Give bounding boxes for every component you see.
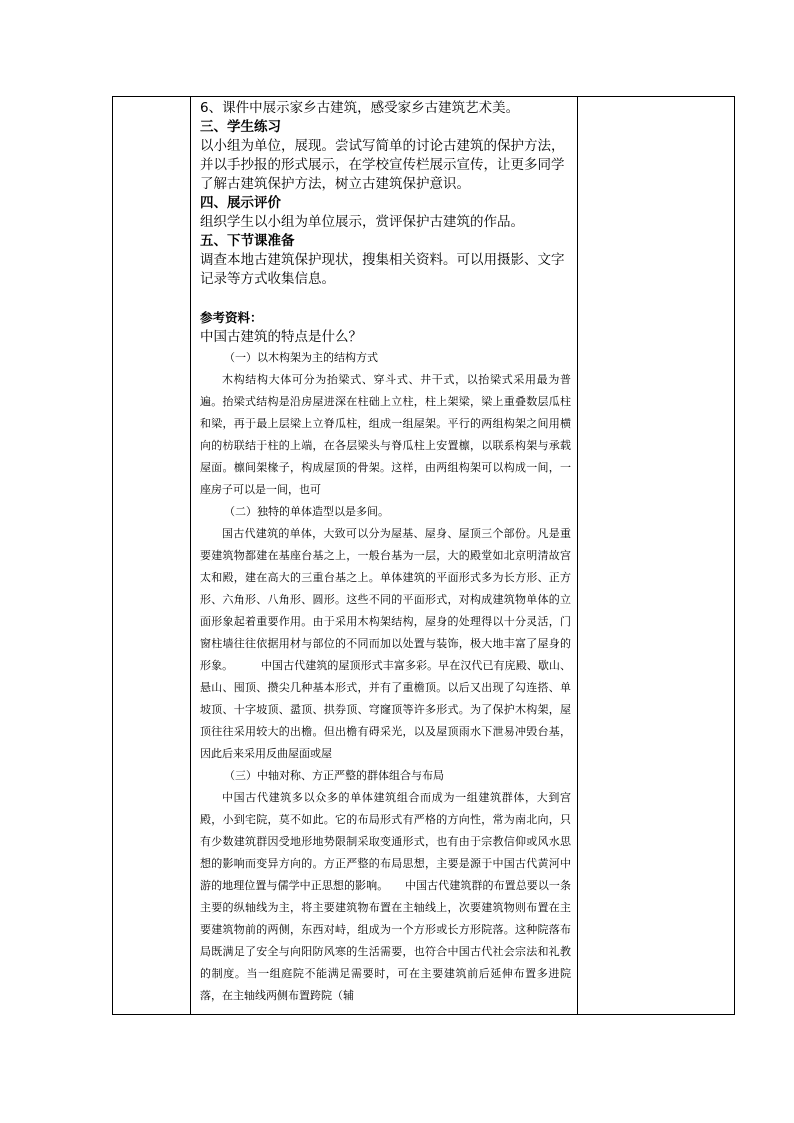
- section5-text: 调查本地古建筑保护现状，搜集相关资料。可以用摄影、文字记录等方式收集信息。: [200, 252, 565, 287]
- part3-title: （三）中轴对称、方正严整的群体组合与布局: [224, 769, 444, 782]
- content-column-cell: [191, 97, 578, 1015]
- part2-text: 国古代建筑的单体，大致可以分为屋基、屋身、屋顶三个部份。凡是重要建筑物都建在基座台基之上，一般台基为一层，大的殿堂如北京明清故宫太和殿，建在高大的三重台基之上。单体建筑的平面形式多为长方形、正方形、六角形、八角形、圆形。这些不同的平面形式，对构成建筑物单体的立面形象起着重要作用。由于采用木构架结构，屋身的处理得以十分灵活，门窗柱墙往往依据用材与部位的不同而加以处置与装饰，极大地丰富了屋身的形象。 中国古代建筑的屋顶形式丰富多彩。早在汉代已有庑殿、歇山、悬山、囤顶、攒尖几种基本形式，并有了重檐顶。以后又出现了勾连搭、单坡顶、十字坡顶、盝顶、拱券顶、穹窿顶等许多形式。为了保护木构架，屋顶往往采用较大的出檐。但出檐有碍采光，以及屋顶雨水下泄易冲毁台基，因此后来采用反曲屋面或屋: [200, 527, 571, 760]
- section5-heading: 五、下节课准备: [200, 233, 295, 249]
- section3-text: 以小组为单位，展现。尝试写简单的讨论古建筑的保护方法，并以手抄报的形式展示，在学校宣传栏展示宣传，让更多同学了解古建筑保护方法，树立古建筑保护意识。: [200, 138, 565, 192]
- reference-title: 参考资料：: [200, 310, 263, 325]
- section4-text: 组织学生以小组为单位展示，赏评保护古建筑的作品。: [200, 214, 524, 230]
- intro-line: 6、课件中展示家乡古建筑，感受家乡古建筑艺术美。: [200, 100, 520, 116]
- left-column-cell: [113, 97, 191, 1015]
- part1-title: （一）以木构架为主的结构方式: [224, 351, 378, 364]
- table-row: [113, 97, 735, 1015]
- lesson-plan-table: [112, 96, 735, 1015]
- part2-title: （二）独特的单体造型以是多间。: [224, 505, 389, 518]
- section3-heading: 三、学生练习: [200, 119, 281, 135]
- part3-text: 中国古代建筑多以众多的单体建筑组合而成为一组建筑群体，大到宫殿，小到宅院，莫不如此。它的布局形式有严格的方向性，常为南北向，只有少数建筑群因受地形地势限制采取变通形式，也有由于宗教信仰或风水思想的影响而变异方向的。方正严整的布局思想，主要是源于中国古代黄河中游的地理位置与儒学中正思想的影响。 中国古代建筑群的布置总要以一条主要的纵轴线为主，将主要建筑物布置在主轴线上，次要建筑物则布置在主要建筑物前的两侧，东西对峙，组成为一个方形或长方形院落。这种院落布局既满足了安全与向阳防风寒的生活需要，也符合中国古代社会宗法和礼教的制度。当一组庭院不能满足需要时，可在主要建筑前后延伸布置多进院落，在主轴线两侧布置跨院（辅: [200, 791, 571, 1002]
- spacer: [200, 289, 571, 308]
- cell-content: [191, 97, 577, 1014]
- section4-heading: 四、展示评价: [200, 195, 281, 211]
- part1-text: 木构结构大体可分为抬梁式、穿斗式、井干式，以抬梁式采用最为普遍。抬梁式结构是沿房屋进深在柱础上立柱，柱上架梁，梁上重叠数层瓜柱和梁，再于最上层梁上立脊瓜柱，组成一组屋架。平行的两组构架之间用横向的枋联结于柱的上端，在各层梁头与脊瓜柱上安置檩，以联系构架与承载屋面。檩间架椽子，构成屋顶的骨架。这样，由两组构架可以构成一间，一座房子可以是一间，也可: [200, 373, 571, 496]
- right-column-cell: [578, 97, 735, 1015]
- reference-question: 中国古建筑的特点是什么？: [200, 329, 362, 345]
